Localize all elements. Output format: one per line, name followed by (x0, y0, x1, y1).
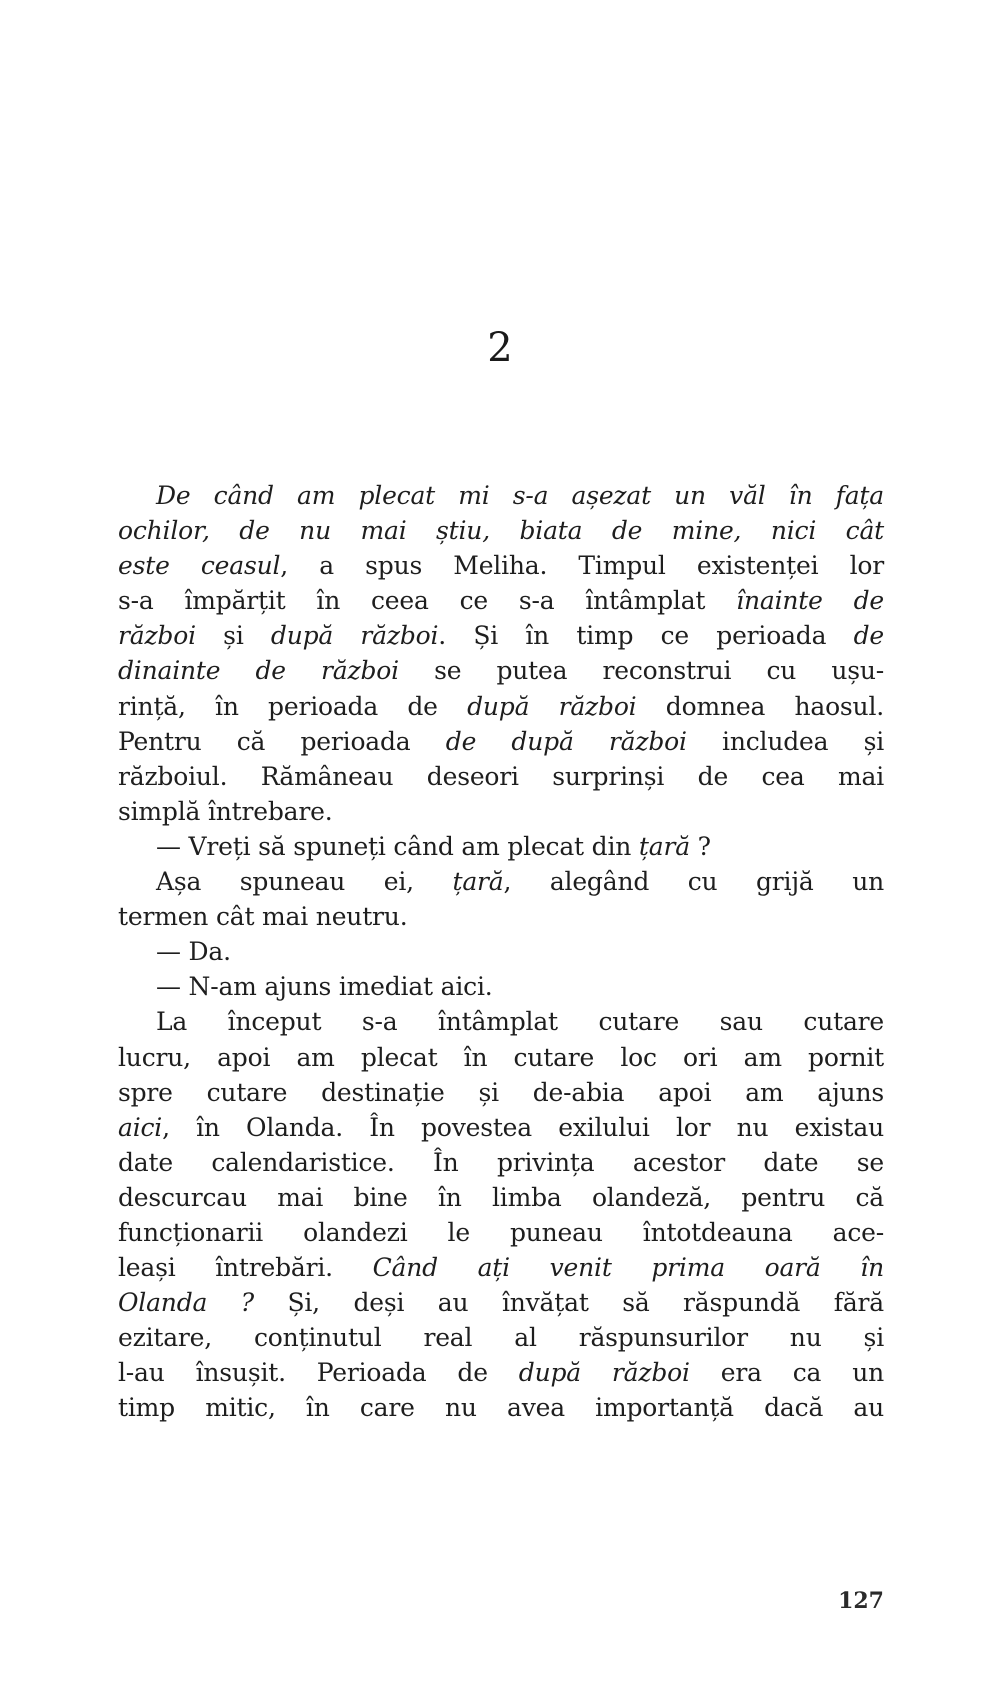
text-line (118, 513, 884, 548)
italic-text: după război (518, 1358, 690, 1388)
text-line (118, 1320, 884, 1355)
text-line (118, 794, 884, 829)
text-line (118, 1110, 884, 1145)
text-segment: domnea haosul. (636, 691, 884, 721)
text-line (118, 724, 884, 759)
text-segment: rință, în perioada de (118, 691, 468, 721)
text-segment: ezitare, conținutul real al răspunsurilor nu și (118, 1323, 884, 1353)
text-line (118, 899, 884, 934)
italic-text: după război (467, 691, 637, 721)
text-segment: Și, deși au învățat să răspundă fără (253, 1288, 884, 1318)
text-segment: La început s-a întâmplat cutare sau cutare (156, 1007, 884, 1037)
text-segment: războiul. Rămâneau deseori surprinși de cea mai (118, 761, 884, 791)
italic-text: țară (452, 867, 504, 897)
italic-text: de după război (445, 726, 687, 756)
text-line (118, 548, 884, 583)
text-line (118, 759, 884, 794)
italic-text: Când ați venit prima oară în (372, 1253, 884, 1283)
text-line (118, 1040, 884, 1075)
text-segment: — Da. (156, 937, 231, 967)
text-segment: era ca un (689, 1358, 884, 1388)
text-line (118, 829, 884, 864)
text-segment: ? (689, 831, 711, 861)
text-segment: termen cât mai neutru. (118, 902, 408, 932)
text-segment: descurcau mai bine în limba olandeză, pentru că (118, 1182, 884, 1212)
text-segment: lucru, apoi am plecat în cutare loc ori am pornit (118, 1042, 884, 1072)
text-line (118, 1004, 884, 1039)
text-segment: Pentru că perioada (118, 726, 446, 756)
text-line (118, 1215, 884, 1250)
text-line (118, 583, 884, 618)
chapter-number: 2 (487, 325, 513, 371)
text-segment: timp mitic, în care nu avea importanță dacă au (118, 1393, 884, 1423)
italic-text: aici (118, 1112, 163, 1142)
text-line (118, 969, 884, 1004)
italic-text: Olanda ? (118, 1288, 254, 1318)
page-number: 127 (838, 1588, 884, 1614)
text-line (118, 864, 884, 899)
text-segment: , a spus Meliha. Timpul existenței lor (280, 551, 884, 581)
text-line (118, 478, 884, 513)
text-segment: și (195, 621, 271, 651)
text-line (118, 934, 884, 969)
text-line (118, 1390, 884, 1425)
text-segment: s-a împărțit în ceea ce s-a întâmplat (118, 586, 737, 616)
text-line (118, 618, 884, 653)
text-line (118, 1250, 884, 1285)
text-line (118, 1355, 884, 1390)
text-segment: funcționarii olandezi le puneau întotdeauna ace- (118, 1217, 884, 1247)
italic-text: înainte de (736, 586, 885, 616)
italic-text: țară (638, 831, 690, 861)
text-segment: — Vreți să spuneți când am plecat din (156, 831, 639, 861)
italic-text: este ceasul (118, 551, 281, 581)
text-segment: — N-am ajuns imediat aici. (156, 972, 493, 1002)
text-segment: simplă întrebare. (118, 796, 333, 826)
text-segment: se putea reconstrui cu ușu- (398, 656, 884, 686)
italic-text: după război (270, 621, 439, 651)
text-segment: . Și în timp ce perioada (438, 621, 854, 651)
italic-text: de (853, 621, 884, 651)
text-segment: , alegând cu grijă un (503, 867, 884, 897)
italic-text: De când am plecat mi s-a așezat un văl în fața (156, 481, 884, 510)
body-text (118, 478, 884, 1426)
text-line (118, 1180, 884, 1215)
italic-text: dinainte de război (118, 656, 399, 686)
text-segment: spre cutare destinație și de-abia apoi am ajuns (118, 1077, 884, 1107)
text-line (118, 1075, 884, 1110)
text-segment: leași întrebări. (118, 1253, 373, 1283)
text-line (118, 1145, 884, 1180)
text-segment: Așa spuneau ei, (156, 867, 453, 897)
text-segment: , în Olanda. În povestea exilului lor nu existau (162, 1112, 884, 1142)
text-line (118, 1285, 884, 1320)
italic-text: ochilor, de nu mai știu, biata de mine, nici cât (118, 516, 884, 546)
text-line (118, 653, 884, 688)
italic-text: război (118, 621, 196, 651)
text-line (118, 689, 884, 724)
text-segment: includea și (686, 726, 885, 756)
text-segment: l-au însușit. Perioada de (118, 1358, 519, 1388)
text-segment: date calendaristice. În privința acestor date se (118, 1147, 884, 1177)
